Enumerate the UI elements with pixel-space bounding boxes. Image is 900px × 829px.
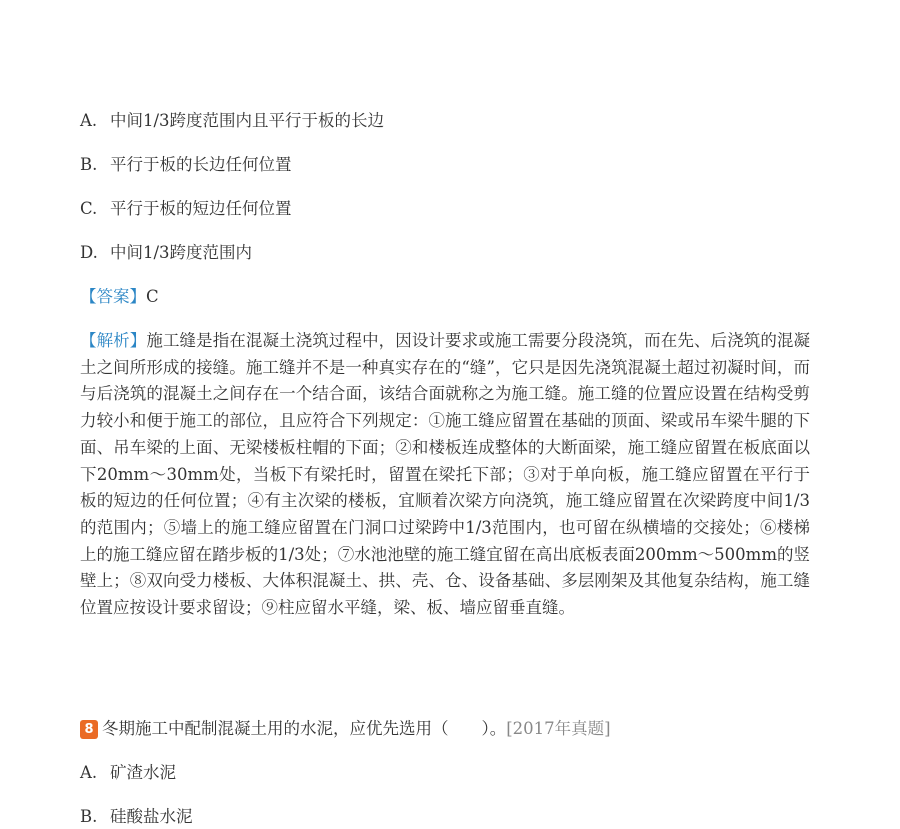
option-letter: D. [80,243,98,262]
analysis-label: 【解析】 [80,331,147,350]
option-d [80,241,252,265]
option-letter: B. [80,807,98,826]
option-text: 平行于板的长边任何位置 [110,155,292,174]
answer-label: 【答案】 [80,287,146,306]
option-letter: A. [80,763,98,782]
analysis-paragraph [80,328,810,622]
answer-line [80,285,159,309]
option-b [80,153,292,177]
option-a [80,109,384,133]
option-b [80,805,193,829]
option-text: 中间1/3跨度范围内 [110,243,253,262]
question-text: 冬期施工中配制混凝土用的水泥，应优先选用（ ）。 [102,719,507,738]
question-source: [2017年真题] [506,719,611,738]
option-letter: C. [80,199,98,218]
option-text: 硅酸盐水泥 [110,807,193,826]
option-text: 矿渣水泥 [110,763,176,782]
question-number-badge: 8 [80,720,98,739]
option-text: 中间1/3跨度范围内且平行于板的长边 [110,111,385,130]
option-letter: A. [80,111,98,130]
option-letter: B. [80,155,98,174]
analysis-text: 施工缝是指在混凝土浇筑过程中，因设计要求或施工需要分段浇筑，而在先、后浇筑的混凝土之间所形成的接缝。施工缝并不是一种真实存在的“缝”，它只是因先浇筑混凝土超过初凝时间，而与后浇筑的混凝土之间存在一个结合面，该结合面就称之为施工缝。施工缝的位置应设置在结构受剪力较小和便于施工的部位，且应符合下列规定：①施工缝应留置在基础的顶面、梁或吊车梁牛腿的下面、吊车梁的上面、无梁楼板柱帽的下面；②和楼板连成整体的大断面梁，施工缝应留置在板底面以下20mm～30mm处，当板下有梁托时，留置在梁托下部；③对于单向板，施工缝应留置在平行于板的短边的任何位置；④有主次梁的楼板，宜顺着次梁方向浇筑，施工缝应留置在次梁跨度中间1/3的范围内；⑤墙上的施工缝应留置在门洞口过梁跨中1/3范围内，也可留在纵横墙的交接处；⑥楼梯上的施工缝应留在踏步板的1/3处；⑦水池池壁的施工缝宜留在高出底板表面200mm～500mm的竖壁上；⑧双向受力楼板、大体积混凝土、拱、壳、仓、设备基础、多层刚架及其他复杂结构，施工缝位置应按设计要求留设；⑨柱应留水平缝，梁、板、墙应留垂直缝。 [80,331,811,618]
option-c [80,197,292,221]
answer-value: C [146,287,159,306]
option-a [80,761,176,785]
option-text: 平行于板的短边任何位置 [110,199,292,218]
question-8 [80,717,611,741]
